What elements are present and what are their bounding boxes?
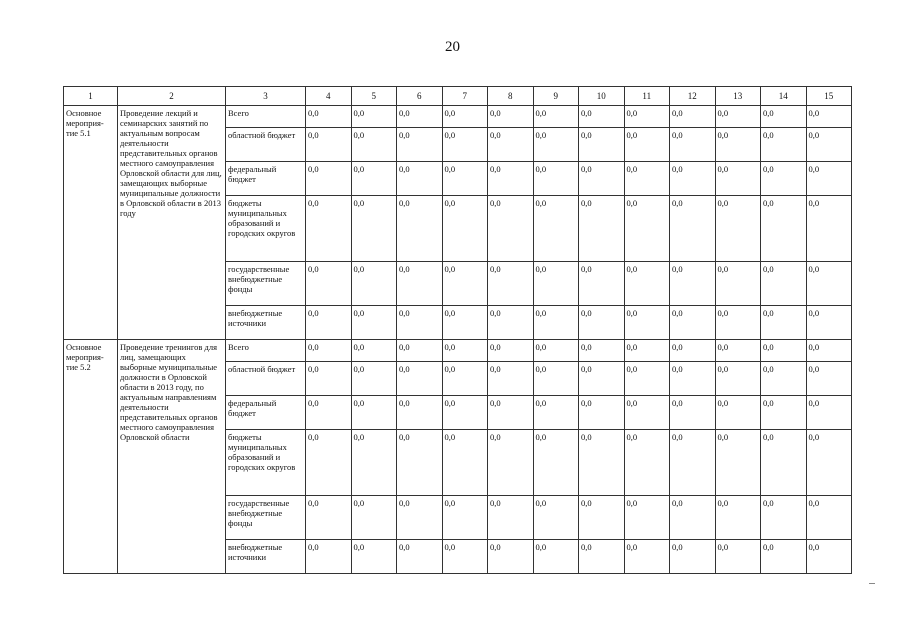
value-cell: 0,0 [715, 496, 761, 540]
value-cell: 0,0 [761, 362, 807, 396]
value-cell: 0,0 [624, 396, 670, 430]
value-cell: 0,0 [715, 540, 761, 574]
value-cell: 0,0 [806, 340, 852, 362]
value-cell: 0,0 [397, 262, 443, 306]
value-cell: 0,0 [397, 430, 443, 496]
value-cell: 0,0 [488, 362, 534, 396]
column-header: 15 [806, 87, 852, 106]
value-cell: 0,0 [670, 362, 716, 396]
value-cell: 0,0 [761, 396, 807, 430]
value-cell: 0,0 [806, 496, 852, 540]
value-cell: 0,0 [670, 262, 716, 306]
column-header: 10 [579, 87, 625, 106]
value-cell: 0,0 [624, 540, 670, 574]
value-cell: 0,0 [488, 340, 534, 362]
value-cell: 0,0 [579, 196, 625, 262]
column-header: 6 [397, 87, 443, 106]
value-cell: 0,0 [715, 340, 761, 362]
value-cell: 0,0 [533, 162, 579, 196]
value-cell: 0,0 [715, 162, 761, 196]
value-cell: 0,0 [715, 430, 761, 496]
value-cell: 0,0 [761, 306, 807, 340]
value-cell: 0,0 [670, 196, 716, 262]
value-cell: 0,0 [306, 196, 352, 262]
funding-source-cell: областной бюджет [226, 362, 306, 396]
value-cell: 0,0 [715, 128, 761, 162]
table-row [64, 106, 852, 128]
value-cell: 0,0 [351, 162, 397, 196]
table-body [64, 106, 852, 574]
table-row [64, 340, 852, 362]
value-cell: 0,0 [351, 128, 397, 162]
value-cell: 0,0 [579, 106, 625, 128]
value-cell: 0,0 [442, 540, 488, 574]
value-cell: 0,0 [397, 340, 443, 362]
value-cell: 0,0 [761, 496, 807, 540]
value-cell: 0,0 [306, 162, 352, 196]
value-cell: 0,0 [488, 540, 534, 574]
header-row [64, 87, 852, 106]
value-cell: 0,0 [488, 162, 534, 196]
value-cell: 0,0 [351, 540, 397, 574]
value-cell: 0,0 [397, 540, 443, 574]
value-cell: 0,0 [397, 306, 443, 340]
column-header: 3 [226, 87, 306, 106]
value-cell: 0,0 [533, 306, 579, 340]
funding-source-cell: федеральный бюджет [226, 396, 306, 430]
value-cell: 0,0 [624, 496, 670, 540]
value-cell: 0,0 [306, 496, 352, 540]
value-cell: 0,0 [670, 106, 716, 128]
value-cell: 0,0 [533, 106, 579, 128]
value-cell: 0,0 [442, 162, 488, 196]
value-cell: 0,0 [761, 162, 807, 196]
value-cell: 0,0 [806, 128, 852, 162]
funding-source-cell: государственные внебюджетные фонды [226, 262, 306, 306]
column-header: 5 [351, 87, 397, 106]
column-header: 13 [715, 87, 761, 106]
value-cell: 0,0 [579, 340, 625, 362]
value-cell: 0,0 [351, 496, 397, 540]
value-cell: 0,0 [533, 362, 579, 396]
value-cell: 0,0 [579, 362, 625, 396]
funding-source-cell: областной бюджет [226, 128, 306, 162]
funding-source-cell: государственные внебюджетные фонды [226, 496, 306, 540]
value-cell: 0,0 [488, 106, 534, 128]
value-cell: 0,0 [579, 162, 625, 196]
column-header: 12 [670, 87, 716, 106]
column-header: 9 [533, 87, 579, 106]
value-cell: 0,0 [761, 540, 807, 574]
value-cell: 0,0 [533, 396, 579, 430]
value-cell: 0,0 [533, 496, 579, 540]
value-cell: 0,0 [397, 106, 443, 128]
value-cell: 0,0 [761, 262, 807, 306]
value-cell: 0,0 [579, 396, 625, 430]
value-cell: 0,0 [806, 396, 852, 430]
value-cell: 0,0 [397, 496, 443, 540]
column-header: 14 [761, 87, 807, 106]
value-cell: 0,0 [715, 362, 761, 396]
value-cell: 0,0 [351, 340, 397, 362]
value-cell: 0,0 [624, 162, 670, 196]
value-cell: 0,0 [715, 396, 761, 430]
value-cell: 0,0 [533, 128, 579, 162]
measure-cell: Основное мероприя-тие 5.1 [64, 106, 118, 340]
value-cell: 0,0 [306, 362, 352, 396]
value-cell: 0,0 [397, 162, 443, 196]
value-cell: 0,0 [761, 128, 807, 162]
value-cell: 0,0 [533, 196, 579, 262]
value-cell: 0,0 [442, 306, 488, 340]
value-cell: 0,0 [670, 496, 716, 540]
value-cell: 0,0 [670, 540, 716, 574]
value-cell: 0,0 [488, 128, 534, 162]
value-cell: 0,0 [761, 340, 807, 362]
value-cell: 0,0 [442, 106, 488, 128]
funding-source-cell: внебюджетные источники [226, 306, 306, 340]
value-cell: 0,0 [624, 430, 670, 496]
scan-artifact [869, 583, 875, 584]
column-header: 8 [488, 87, 534, 106]
value-cell: 0,0 [624, 262, 670, 306]
value-cell: 0,0 [306, 540, 352, 574]
value-cell: 0,0 [624, 362, 670, 396]
value-cell: 0,0 [442, 340, 488, 362]
value-cell: 0,0 [715, 106, 761, 128]
budget-table [63, 86, 852, 574]
value-cell: 0,0 [806, 262, 852, 306]
description-cell: Проведение лекций и семинарских занятий по актуальным вопросам деятельности представительных органов местного самоуправления Орловской области для лиц, замещающих выборные муниципальные должности в Орловской области в 2013 году [118, 106, 226, 340]
value-cell: 0,0 [442, 496, 488, 540]
description-cell: Проведение тренингов для лиц, замещающих выборные муниципальные должности в Орловской области в 2013 году, по актуальным направлениям деятельности представительных органов местного самоуправления Орловской области [118, 340, 226, 574]
value-cell: 0,0 [488, 196, 534, 262]
value-cell: 0,0 [715, 306, 761, 340]
value-cell: 0,0 [624, 340, 670, 362]
value-cell: 0,0 [397, 396, 443, 430]
value-cell: 0,0 [761, 196, 807, 262]
value-cell: 0,0 [351, 306, 397, 340]
column-header: 7 [442, 87, 488, 106]
value-cell: 0,0 [806, 540, 852, 574]
value-cell: 0,0 [670, 128, 716, 162]
value-cell: 0,0 [442, 128, 488, 162]
value-cell: 0,0 [488, 496, 534, 540]
value-cell: 0,0 [624, 306, 670, 340]
value-cell: 0,0 [579, 496, 625, 540]
value-cell: 0,0 [624, 196, 670, 262]
measure-cell: Основное мероприя-тие 5.2 [64, 340, 118, 574]
value-cell: 0,0 [533, 430, 579, 496]
value-cell: 0,0 [579, 128, 625, 162]
value-cell: 0,0 [715, 262, 761, 306]
value-cell: 0,0 [533, 540, 579, 574]
value-cell: 0,0 [351, 262, 397, 306]
column-header: 4 [306, 87, 352, 106]
funding-source-cell: федеральный бюджет [226, 162, 306, 196]
funding-source-cell: бюджеты муниципальных образований и городских округов [226, 430, 306, 496]
value-cell: 0,0 [442, 430, 488, 496]
value-cell: 0,0 [306, 306, 352, 340]
value-cell: 0,0 [533, 262, 579, 306]
value-cell: 0,0 [806, 162, 852, 196]
value-cell: 0,0 [670, 340, 716, 362]
value-cell: 0,0 [624, 106, 670, 128]
value-cell: 0,0 [351, 362, 397, 396]
column-header: 1 [64, 87, 118, 106]
value-cell: 0,0 [761, 106, 807, 128]
value-cell: 0,0 [397, 196, 443, 262]
value-cell: 0,0 [715, 196, 761, 262]
value-cell: 0,0 [624, 128, 670, 162]
value-cell: 0,0 [806, 306, 852, 340]
funding-source-cell: Всего [226, 340, 306, 362]
value-cell: 0,0 [806, 106, 852, 128]
value-cell: 0,0 [579, 262, 625, 306]
value-cell: 0,0 [761, 430, 807, 496]
funding-source-cell: бюджеты муниципальных образований и городских округов [226, 196, 306, 262]
value-cell: 0,0 [397, 128, 443, 162]
page-number: 20 [445, 39, 460, 55]
column-header: 2 [118, 87, 226, 106]
value-cell: 0,0 [488, 262, 534, 306]
value-cell: 0,0 [442, 362, 488, 396]
value-cell: 0,0 [306, 430, 352, 496]
value-cell: 0,0 [351, 430, 397, 496]
value-cell: 0,0 [442, 396, 488, 430]
value-cell: 0,0 [670, 162, 716, 196]
value-cell: 0,0 [306, 128, 352, 162]
value-cell: 0,0 [488, 430, 534, 496]
column-header: 11 [624, 87, 670, 106]
value-cell: 0,0 [306, 262, 352, 306]
value-cell: 0,0 [533, 340, 579, 362]
value-cell: 0,0 [488, 396, 534, 430]
value-cell: 0,0 [351, 106, 397, 128]
value-cell: 0,0 [579, 430, 625, 496]
value-cell: 0,0 [442, 262, 488, 306]
value-cell: 0,0 [351, 396, 397, 430]
value-cell: 0,0 [670, 396, 716, 430]
value-cell: 0,0 [306, 340, 352, 362]
value-cell: 0,0 [579, 306, 625, 340]
funding-source-cell: внебюджетные источники [226, 540, 306, 574]
value-cell: 0,0 [306, 396, 352, 430]
funding-source-cell: Всего [226, 106, 306, 128]
value-cell: 0,0 [306, 106, 352, 128]
value-cell: 0,0 [488, 306, 534, 340]
value-cell: 0,0 [806, 196, 852, 262]
value-cell: 0,0 [670, 306, 716, 340]
value-cell: 0,0 [397, 362, 443, 396]
value-cell: 0,0 [442, 196, 488, 262]
value-cell: 0,0 [806, 362, 852, 396]
value-cell: 0,0 [806, 430, 852, 496]
value-cell: 0,0 [579, 540, 625, 574]
value-cell: 0,0 [670, 430, 716, 496]
value-cell: 0,0 [351, 196, 397, 262]
